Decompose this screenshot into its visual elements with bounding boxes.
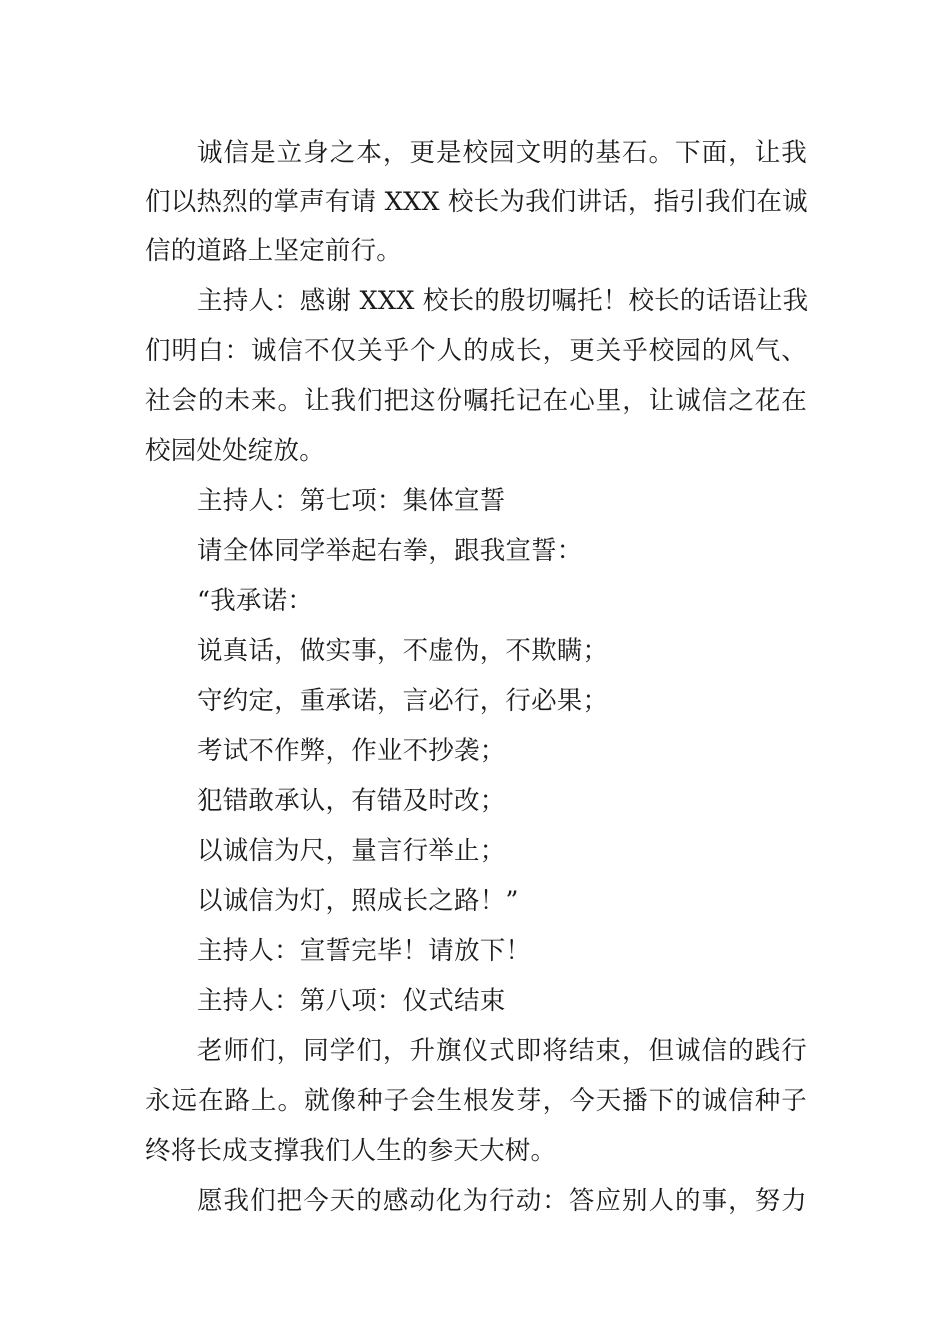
paragraph-line: 社会的未来。让我们把这份嘱托记在心里，让诚信之花在 <box>145 386 807 416</box>
section-heading: 主持人：第八项：仪式结束 <box>197 986 506 1016</box>
paragraph-line: 们以热烈的掌声有请 XXX 校长为我们讲话，指引我们在诚 <box>145 187 808 217</box>
paragraph-line: 永远在路上。就像种子会生根发芽，今天播下的诚信种子 <box>145 1086 807 1116</box>
paragraph-line: 校园处处绽放。 <box>145 436 325 466</box>
paragraph-line: 主持人：感谢 XXX 校长的殷切嘱托！校长的话语让我 <box>197 286 809 316</box>
paragraph-line: 们明白：诚信不仅关乎个人的成长，更关乎校园的风气、 <box>145 336 807 366</box>
oath-line: 以诚信为尺，量言行举止； <box>197 836 506 866</box>
paragraph-line: 老师们，同学们，升旗仪式即将结束，但诚信的践行 <box>197 1036 807 1066</box>
paragraph-line: 终将长成支撑我们人生的参天大树。 <box>145 1136 557 1166</box>
oath-line: 犯错敢承认，有错及时改； <box>197 786 506 816</box>
paragraph-line: 诚信是立身之本，更是校园文明的基石。下面，让我 <box>197 138 807 168</box>
oath-line: 考试不作弊，作业不抄袭； <box>197 736 506 766</box>
section-heading: 主持人：第七项：集体宣誓 <box>197 486 506 516</box>
oath-line: “我承诺： <box>197 586 314 616</box>
paragraph-line: 主持人：宣誓完毕！请放下！ <box>197 936 532 966</box>
paragraph-line: 愿我们把今天的感动化为行动：答应别人的事，努力 <box>197 1186 807 1216</box>
oath-line: 守约定，重承诺，言必行，行必果； <box>197 686 609 716</box>
paragraph-line: 信的道路上坚定前行。 <box>145 236 403 266</box>
oath-line: 说真话，做实事，不虚伪，不欺瞒； <box>197 636 609 666</box>
oath-line: 以诚信为灯，照成长之路！” <box>197 886 519 916</box>
paragraph-line: 请全体同学举起右拳，跟我宣誓： <box>197 536 583 566</box>
